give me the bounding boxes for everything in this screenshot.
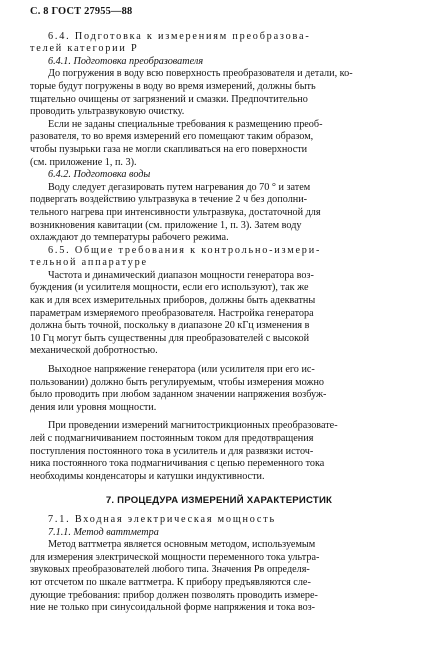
paragraph-6-4-1-b [30,119,408,169]
paragraph-7-1-1 [30,539,408,615]
text-line: (см. приложение 1, п. 3). [30,156,137,168]
text-line: поступления постоянного тока в усилитель и для развязки источ- [30,445,314,457]
text-line: Выходное напряжение генератора (или усилителя при его ис- [48,364,315,376]
spacer [30,483,408,495]
text-line: Частота и динамический диапазон мощности генератора воз- [48,269,314,281]
text-line: необходимы конденсаторы и катушки индуктивности. [30,470,265,482]
text-line: подвергать воздействию ультразвука в течение 2 ч без дополни- [30,194,308,206]
text-line: торые будут погружены в воду во время измерений, должны быть [30,80,316,92]
text-line: Если не заданы специальные требования к размещению преоб- [48,118,323,130]
text-line: 10 Гц могут быть существенны для преобразователей с высокой [30,332,310,344]
section-6-5-title-line1: 6.5. Общие требования к контрольно-измери- [48,244,322,256]
subsection-7-1-1-title: 7.1.1. Метод ваттметра [48,526,159,538]
text-line: дения или уровня мощности. [30,401,157,413]
paragraph-6-5-a [30,270,408,358]
text-line: При проведении измерений магнитострикционных преобразовате- [48,420,338,432]
text-line: чтобы пузырьки газа не могли скапливаться на его поверхности [30,143,308,155]
paragraph-6-5-c [30,420,408,483]
paragraph-6-5-b [30,364,408,414]
subsection-6-4-2-title: 6.4.2. Подготовка воды [48,169,151,181]
text-line: пользовании) должно быть регулируемым, чтобы измерения можно [30,376,325,388]
text-line: охлаждают до температуры рабочего режима. [30,232,229,244]
text-line: ника постоянного тока подмагничивания с цепью переменного тока [30,458,325,470]
page-header: С. 8 ГОСТ 27955—88 [30,6,133,17]
text-line: Воду следует дегазировать путем нагревания до 70 ° и затем [48,181,311,193]
text-line: тельного нагрева при интенсивности ультразвука, достаточной для [30,206,321,218]
text-line: проводить ультразвуковую очистку. [30,106,185,118]
section-6-4-title-line2: телей категории Р [30,43,139,55]
paragraph-6-4-1-a [30,68,408,118]
text-line: дующие требования: прибор должен позволять проводить измере- [30,589,318,601]
text-line: ние не только при синусоидальной форме напряжения и тока воз- [30,602,316,614]
text-line: лей с подмагничиванием постоянным током для предотвращения [30,433,314,444]
text-line: было проводить при любом заданном значении напряжения возбуж- [30,389,327,401]
section-7-1-title: 7.1. Входная электрическая мощность [48,513,276,525]
section-6-4-title-line1: 6.4. Подготовка к измерениям преобразова- [48,30,311,42]
text-line: как и для всех измерительных приборов, должны быть адекватны [30,295,316,307]
subsection-6-4-1-title: 6.4.1. Подготовка преобразователя [48,55,204,67]
text-line: ют отсчетом по шкале ваттметра. К прибору предъявляются сле- [30,576,311,588]
text-line: звуковых преобразователей любого типа. Значения Pв определя- [30,564,310,576]
text-line: разователя, то во время измерений его помещают таким образом, [30,131,314,143]
section-6-5-title-line2: тельной аппаратуре [30,257,148,269]
text-line: механической добротностью. [30,345,158,357]
text-line: возникновения кавитации (см. приложение 1, п. 3). Затем воду [30,219,302,231]
section-7-title: 7. ПРОЦЕДУРА ИЗМЕРЕНИЙ ХАРАКТЕРИСТИК [105,495,333,507]
paragraph-6-4-2 [30,182,408,245]
text-line: буждения (и усилителя мощности, если его используют), так же [30,282,309,294]
text-line: параметрам измеряемого преобразователя. Настройка генератора [30,307,314,319]
text-line: До погружения в воду всю поверхность преобразователя и детали, ко- [48,68,353,80]
text-line: тщательно очищены от загрязнений и смазки. Предпочтительно [30,93,308,105]
text-line: для измерения электрической мощности переменного тока ультра- [30,551,320,563]
text-line: Метод ваттметра является основным методом, используемым [48,539,316,551]
text-line: должна быть точной, поскольку в диапазоне 20 кГц изменения в [30,320,310,332]
